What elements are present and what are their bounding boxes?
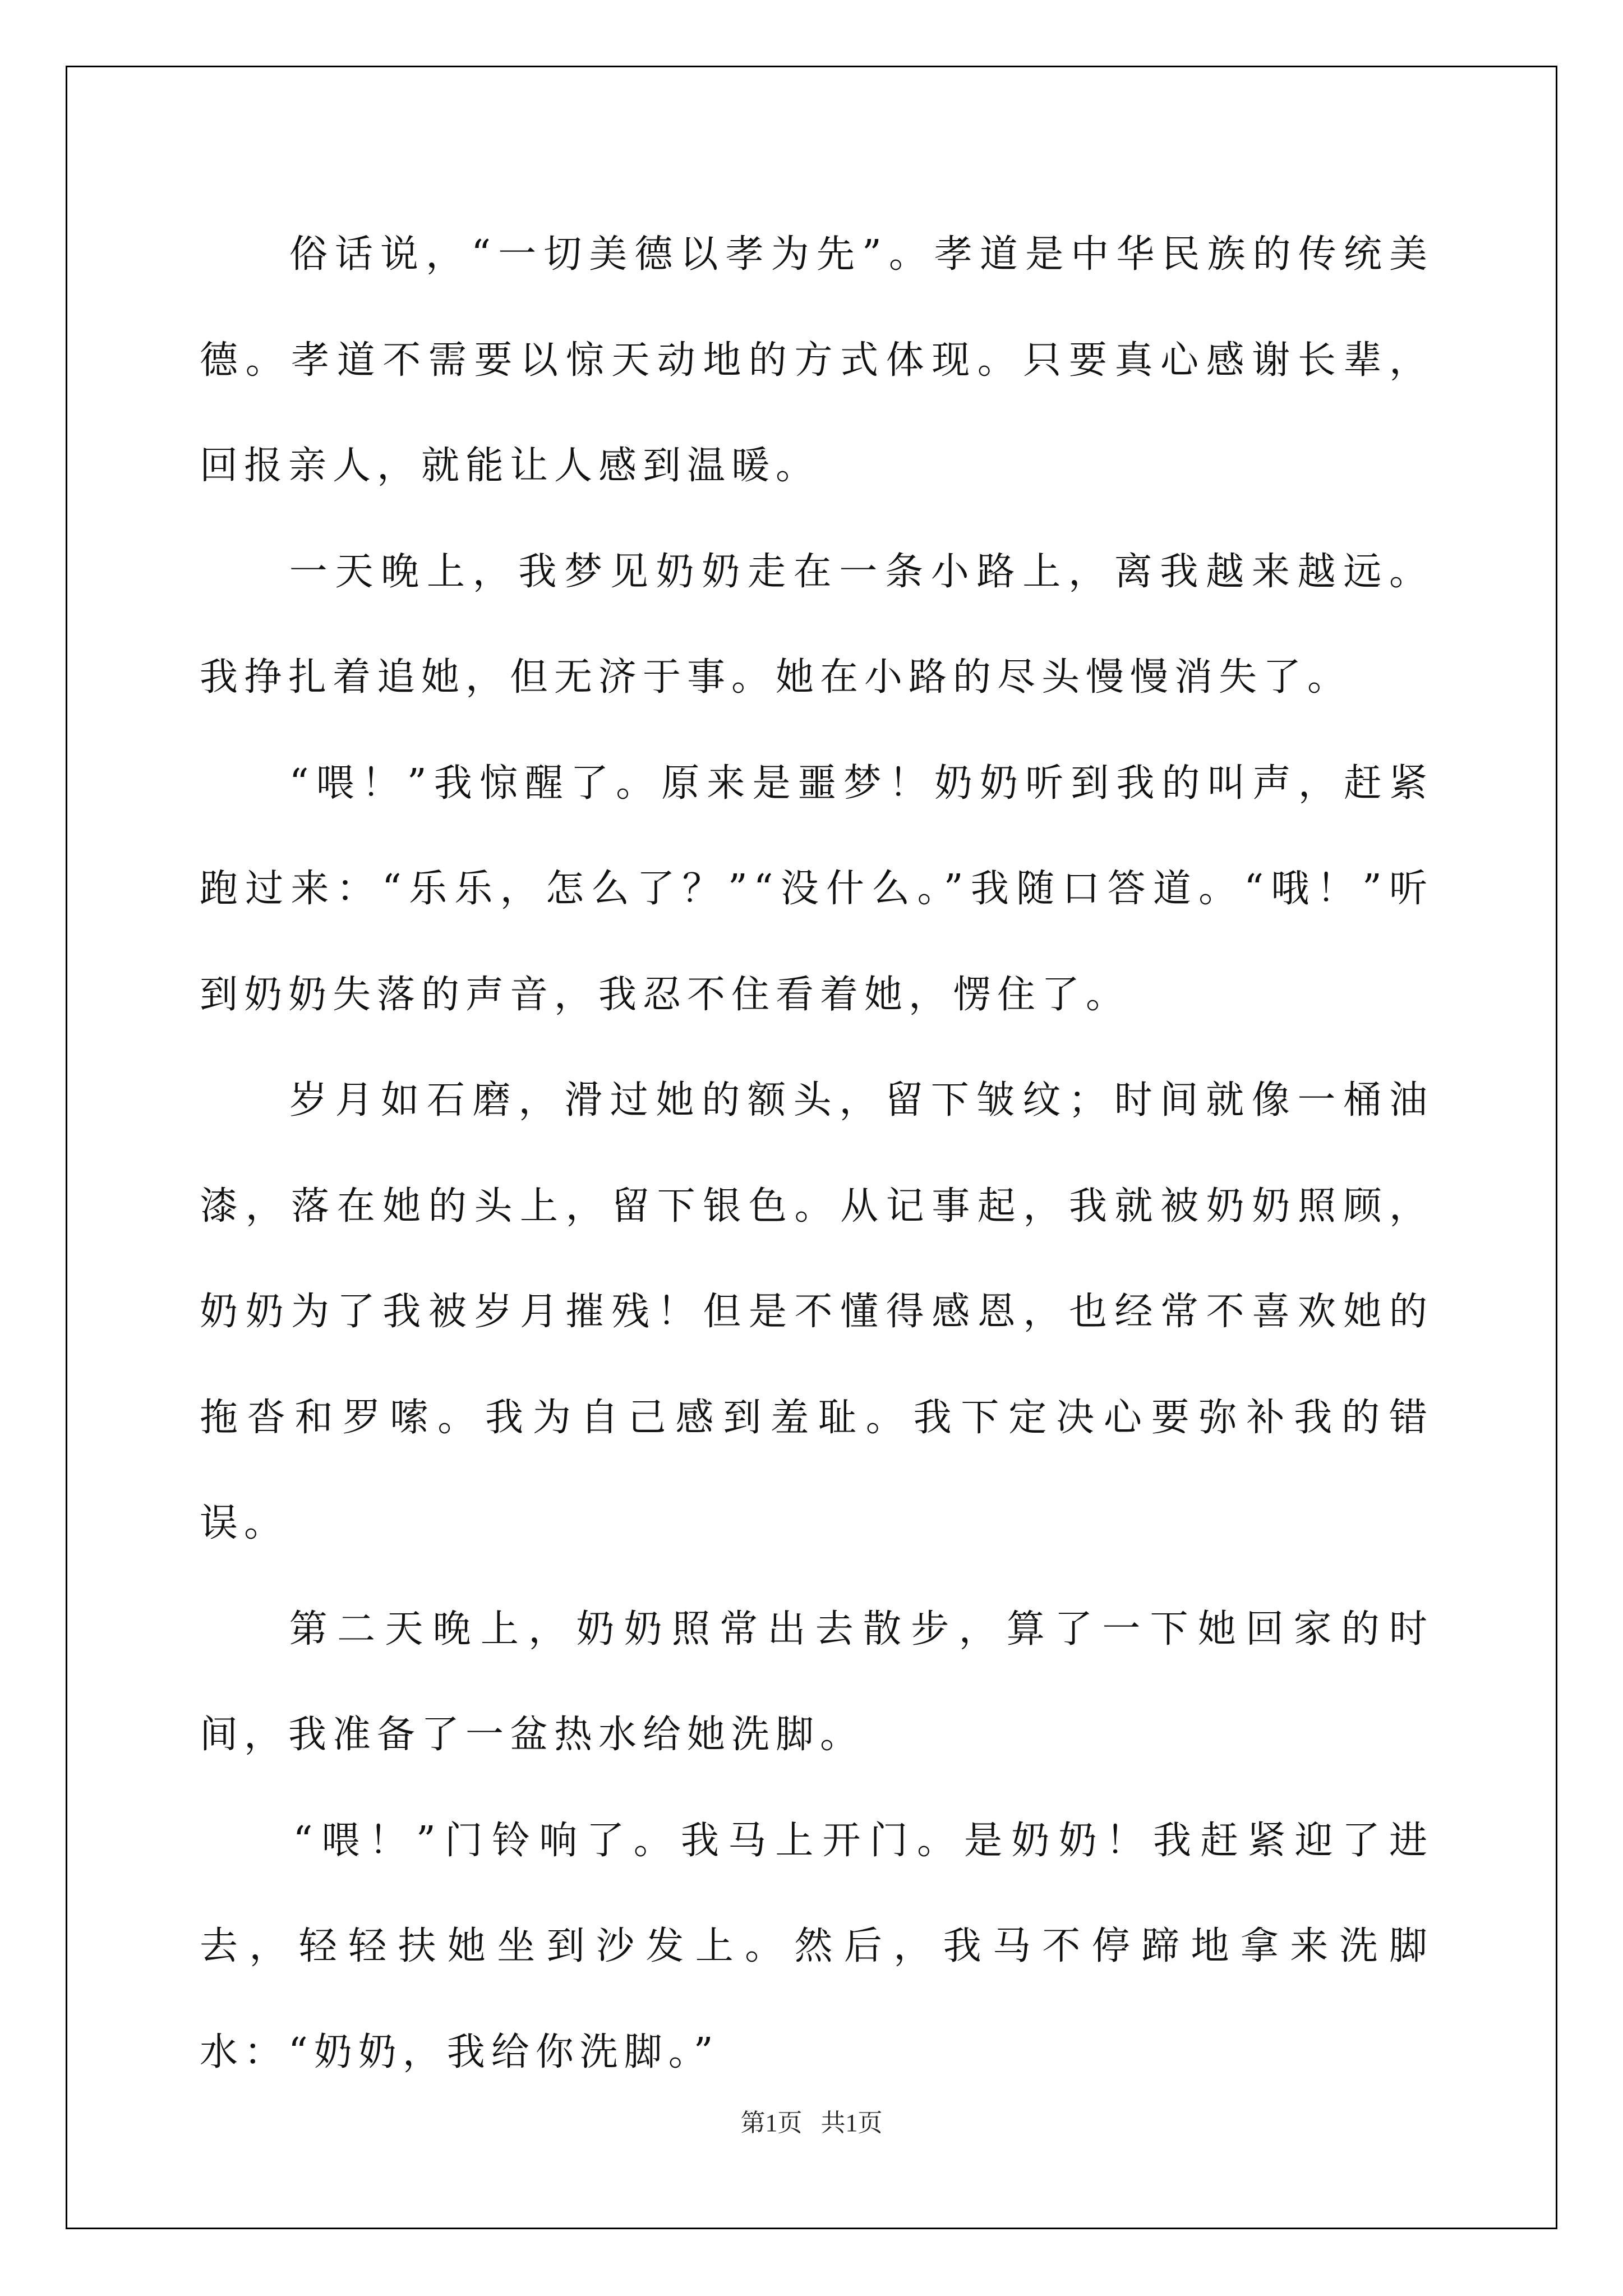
paragraph-2: 一天晚上，我梦见奶奶走在一条小路上，离我越来越远。我挣扎着追她，但无济于事。她在小路的尽头慢慢消失了。 bbox=[200, 549, 1433, 700]
paragraph-6: “喂！”门铃响了。我马上开门。是奶奶！我赶紧迎了进去，轻轻扶她坐到沙发上。然后，我马不停蹄地拿来洗脚水：“奶奶，我给你洗脚。” bbox=[200, 1818, 1433, 2074]
paragraph-4: 岁月如石磨，滑过她的额头，留下皱纹；时间就像一桶油漆，落在她的头上，留下银色。从记事起，我就被奶奶照顾，奶奶为了我被岁月摧残！但是不懂得感恩，也经常不喜欢她的拖沓和罗嗦。我为自己感到羞耻。我下定决心要弥补我的错误。 bbox=[200, 1078, 1433, 1545]
paragraph-5: 第二天晚上，奶奶照常出去散步，算了一下她回家的时间，我准备了一盆热水给她洗脚。 bbox=[200, 1607, 1433, 1757]
page-number-footer: 第1页 共1页 bbox=[740, 2109, 883, 2137]
document-body bbox=[200, 202, 1433, 2105]
paragraph-1: 俗话说，“一切美德以孝为先”。孝道是中华民族的传统美德。孝道不需要以惊天动地的方式体现。只要真心感谢长辈，回报亲人，就能让人感到温暖。 bbox=[200, 232, 1433, 488]
paragraph-3: “喂！”我惊醒了。原来是噩梦！奶奶听到我的叫声，赶紧跑过来：“乐乐，怎么了？”“没什么。”我随口答道。“哦！”听到奶奶失落的声音，我忍不住看着她，愣住了。 bbox=[200, 761, 1433, 1017]
